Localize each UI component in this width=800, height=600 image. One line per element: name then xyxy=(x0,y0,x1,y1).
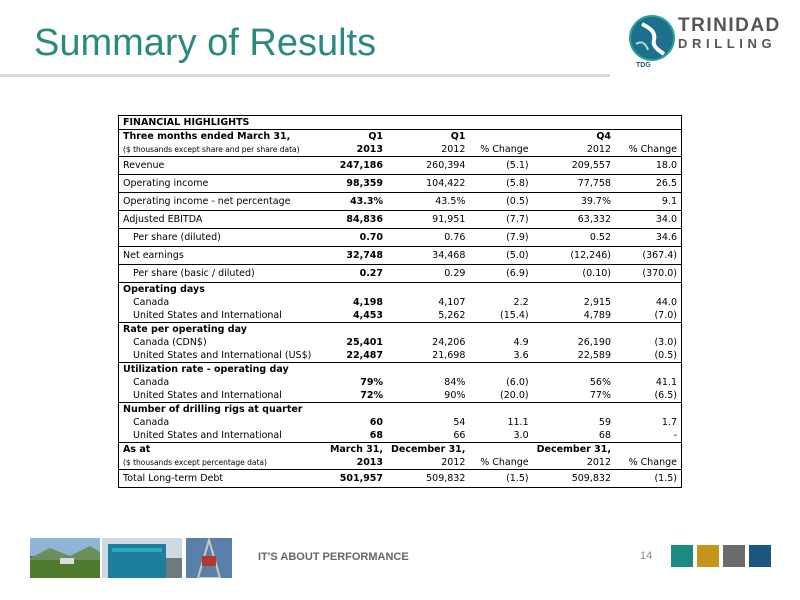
logo-line2: DRILLING xyxy=(678,36,777,51)
landscape-photo xyxy=(30,538,100,578)
header-cell: Q4 xyxy=(533,130,615,144)
subheader-cell: 2013 xyxy=(356,144,384,155)
value-cell: 509,832 xyxy=(387,470,469,488)
value-cell: 66 xyxy=(453,430,466,441)
logo-wordmark xyxy=(678,16,781,52)
table-row xyxy=(119,309,682,323)
value-cell: 72% xyxy=(360,390,384,401)
value-cell: 247,186 xyxy=(326,157,387,175)
color-square-gray xyxy=(723,545,745,567)
table-row xyxy=(119,349,682,363)
header-row xyxy=(119,443,682,457)
footer-tagline: IT'S ABOUT PERFORMANCE xyxy=(258,551,409,563)
value-cell: (1.5) xyxy=(469,470,532,488)
value-cell: 4,198 xyxy=(352,297,384,308)
table-row xyxy=(119,229,682,247)
value-cell: 59 xyxy=(598,417,611,428)
value-cell: 24,206 xyxy=(432,337,466,348)
row-label: Net earnings xyxy=(119,247,326,265)
header-cell: 2012 xyxy=(441,457,466,468)
table-row xyxy=(119,175,682,193)
value-cell: 54 xyxy=(453,417,466,428)
value-cell: (15.4) xyxy=(500,310,529,321)
table-row xyxy=(119,265,682,283)
row-label: Per share (basic / diluted) xyxy=(119,265,326,283)
value-cell: 91,951 xyxy=(387,211,469,229)
section-row xyxy=(119,323,682,337)
value-cell: 501,957 xyxy=(326,470,387,488)
header-label: Three months ended March 31, xyxy=(119,130,326,144)
header-cell: 2013 xyxy=(356,457,384,468)
row-label: Canada xyxy=(133,377,170,388)
value-cell: 104,422 xyxy=(387,175,469,193)
value-cell: 77,758 xyxy=(533,175,615,193)
value-cell: 11.1 xyxy=(507,417,529,428)
header-cell: 2012 xyxy=(586,457,611,468)
subheader-cell: % Change xyxy=(628,144,677,155)
value-cell: 56% xyxy=(589,377,611,388)
value-cell: 0.76 xyxy=(387,229,469,247)
debt-row xyxy=(119,470,682,488)
header-label: ($ thousands except percentage data) xyxy=(123,458,267,467)
value-cell: - xyxy=(673,430,677,441)
value-cell: 22,589 xyxy=(577,350,611,361)
value-cell: (5.0) xyxy=(469,247,532,265)
value-cell: 26.5 xyxy=(615,175,682,193)
table-row xyxy=(119,247,682,265)
row-label: Canada (CDN$) xyxy=(133,337,207,348)
value-cell: 3.6 xyxy=(513,350,529,361)
row-label: United States and International xyxy=(133,310,282,321)
section-row xyxy=(119,403,682,417)
table-row xyxy=(119,296,682,309)
value-cell: 43.3% xyxy=(326,193,387,211)
row-label: Operating income - net percentage xyxy=(119,193,326,211)
table-row xyxy=(119,336,682,349)
header-cell: Q1 xyxy=(387,130,469,144)
table-caption: FINANCIAL HIGHLIGHTS xyxy=(123,117,250,128)
value-cell: 4,453 xyxy=(352,310,384,321)
table-row xyxy=(119,193,682,211)
subheader-cell: 2012 xyxy=(441,144,466,155)
header-row xyxy=(119,130,682,144)
color-square-blue xyxy=(749,545,771,567)
value-cell: 0.29 xyxy=(387,265,469,283)
row-label: Adjusted EBITDA xyxy=(119,211,326,229)
row-label: Operating days xyxy=(119,283,682,297)
value-cell: (5.8) xyxy=(469,175,532,193)
row-label: United States and International (US$) xyxy=(133,350,312,361)
subheader-row xyxy=(119,143,682,157)
value-cell: 260,394 xyxy=(387,157,469,175)
header-cell xyxy=(469,443,532,457)
value-cell: (6.9) xyxy=(469,265,532,283)
header-cell xyxy=(615,443,682,457)
header-cell: December 31, xyxy=(387,443,469,457)
section-row xyxy=(119,363,682,377)
header-cell: % Change xyxy=(480,457,529,468)
value-cell: (367.4) xyxy=(615,247,682,265)
financial-highlights-table xyxy=(118,115,682,488)
page-number: 14 xyxy=(640,550,653,562)
subheader-cell: % Change xyxy=(480,144,529,155)
value-cell: 2.2 xyxy=(513,297,529,308)
row-label: United States and International xyxy=(133,390,282,401)
table-row xyxy=(119,429,682,443)
row-label: Utilization rate - operating day xyxy=(119,363,682,377)
header-cell: December 31, xyxy=(533,443,615,457)
value-cell: 4,107 xyxy=(438,297,466,308)
value-cell: 98,359 xyxy=(326,175,387,193)
value-cell: 509,832 xyxy=(533,470,615,488)
row-label: Canada xyxy=(133,297,170,308)
table-row xyxy=(119,211,682,229)
value-cell: 44.0 xyxy=(655,297,677,308)
value-cell: 79% xyxy=(360,377,384,388)
table-row xyxy=(119,416,682,429)
row-label: United States and International xyxy=(133,430,282,441)
row-label: Total Long-term Debt xyxy=(119,470,326,488)
row-label: Revenue xyxy=(119,157,326,175)
title-divider xyxy=(0,74,610,77)
row-label: Rate per operating day xyxy=(119,323,682,337)
row-label: Canada xyxy=(133,417,170,428)
value-cell: (20.0) xyxy=(500,390,529,401)
value-cell: (0.5) xyxy=(654,350,677,361)
value-cell: (370.0) xyxy=(615,265,682,283)
value-cell: 18.0 xyxy=(615,157,682,175)
value-cell: (6.0) xyxy=(506,377,529,388)
value-cell: 34.0 xyxy=(615,211,682,229)
drilling-rig-photo xyxy=(186,538,232,578)
value-cell: 25,401 xyxy=(346,337,384,348)
value-cell: 68 xyxy=(369,430,384,441)
value-cell: 22,487 xyxy=(346,350,384,361)
subheader-cell: 2012 xyxy=(586,144,611,155)
value-cell: 60 xyxy=(369,417,384,428)
value-cell: 68 xyxy=(598,430,611,441)
value-cell: 4,789 xyxy=(583,310,611,321)
value-cell: (0.10) xyxy=(533,265,615,283)
value-cell: 26,190 xyxy=(577,337,611,348)
table-row xyxy=(119,389,682,403)
value-cell: 77% xyxy=(589,390,611,401)
table-row xyxy=(119,157,682,175)
subheader-label: ($ thousands except share and per share data) xyxy=(123,145,300,154)
value-cell: 32,748 xyxy=(326,247,387,265)
color-square-teal xyxy=(671,545,693,567)
value-cell: 0.52 xyxy=(533,229,615,247)
globe-icon xyxy=(628,14,676,62)
value-cell: 41.1 xyxy=(655,377,677,388)
value-cell: (7.7) xyxy=(469,211,532,229)
header-cell: Q1 xyxy=(326,130,387,144)
value-cell: 209,557 xyxy=(533,157,615,175)
value-cell: 90% xyxy=(444,390,466,401)
table-caption-row xyxy=(119,116,682,130)
value-cell: 21,698 xyxy=(432,350,466,361)
value-cell: (7.9) xyxy=(469,229,532,247)
value-cell: (5.1) xyxy=(469,157,532,175)
row-label: Per share (diluted) xyxy=(119,229,326,247)
value-cell: 1.7 xyxy=(661,417,677,428)
value-cell: 9.1 xyxy=(615,193,682,211)
header-cell xyxy=(615,130,682,144)
page-title: Summary of Results xyxy=(34,22,377,64)
value-cell: 2,915 xyxy=(583,297,611,308)
value-cell: 5,262 xyxy=(438,310,466,321)
table-row xyxy=(119,376,682,389)
value-cell: 34.6 xyxy=(615,229,682,247)
logo-mark: TDG xyxy=(636,62,651,69)
value-cell: (6.5) xyxy=(654,390,677,401)
value-cell: 84,836 xyxy=(326,211,387,229)
value-cell: 34,468 xyxy=(387,247,469,265)
header-row xyxy=(119,456,682,470)
section-row xyxy=(119,283,682,297)
value-cell: 39.7% xyxy=(533,193,615,211)
value-cell: 84% xyxy=(444,377,466,388)
value-cell: 43.5% xyxy=(387,193,469,211)
company-logo xyxy=(626,12,786,74)
value-cell: (1.5) xyxy=(615,470,682,488)
value-cell: (3.0) xyxy=(654,337,677,348)
header-label: As at xyxy=(119,443,326,457)
value-cell: (12,246) xyxy=(533,247,615,265)
value-cell: 3.0 xyxy=(513,430,529,441)
value-cell: (7.0) xyxy=(654,310,677,321)
building-photo xyxy=(102,538,182,578)
value-cell: 63,332 xyxy=(533,211,615,229)
logo-line1: TRINIDAD xyxy=(678,15,781,36)
row-label: Number of drilling rigs at quarter xyxy=(119,403,682,417)
value-cell: 0.27 xyxy=(326,265,387,283)
color-square-gold xyxy=(697,545,719,567)
value-cell: (0.5) xyxy=(469,193,532,211)
header-cell: % Change xyxy=(628,457,677,468)
value-cell: 0.70 xyxy=(326,229,387,247)
header-cell xyxy=(469,130,532,144)
value-cell: 4.9 xyxy=(513,337,529,348)
row-label: Operating income xyxy=(119,175,326,193)
header-cell: March 31, xyxy=(326,443,387,457)
